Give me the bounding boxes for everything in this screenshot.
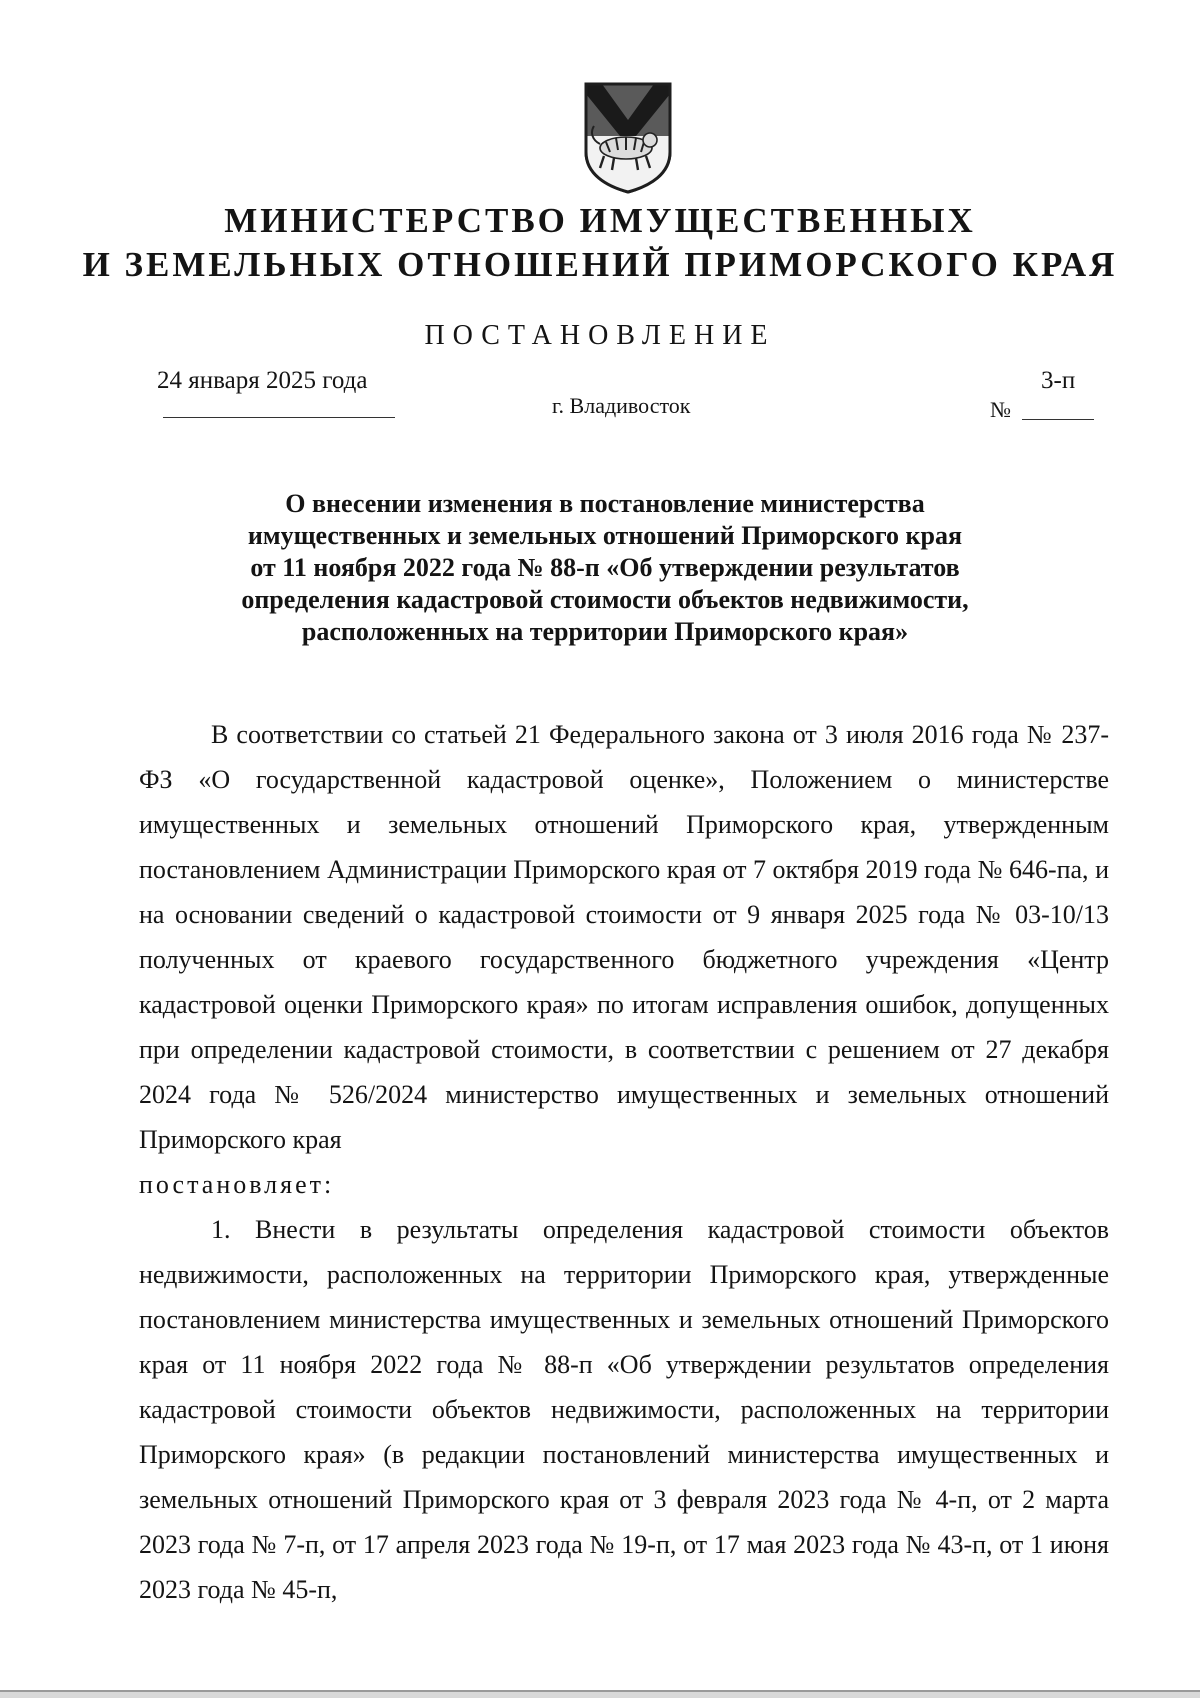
subject-line: О внесении изменения в постановление министерства [285,489,925,518]
subject-line: от 11 ноября 2022 года № 88-п «Об утверждении результатов [250,553,960,582]
item-1-paragraph: 1. Внести в результаты определения кадастровой стоимости объектов недвижимости, расположенных на территории Приморского края, утвержденные постановлением министерства имущественных и земельных отношений Приморского края от 11 ноября 2022 года № 88-п «Об утверждении результатов определения кадастровой стоимости объектов недвижимости, расположенных на территории Приморского края» (в редакции постановлений министерства имущественных и земельных отношений Приморского края от 3 февраля 2023 года № 4-п, от 2 марта 2023 года № 7-п, от 17 апреля 2023 года № 19-п, от 17 мая 2023 года № 43-п, от 1 июня 2023 года № 45-п, [139,1215,1109,1604]
ministry-name-line1: МИНИСТЕРСТВО ИМУЩЕСТВЕННЫХ [224,201,976,240]
document-city: г. Владивосток [552,393,691,418]
document-body [139,712,1109,1612]
resolves-word: постановляет: [139,1170,335,1199]
document-number: 3-п [1041,367,1076,394]
number-underline [1022,419,1094,420]
number-label: № [990,397,1011,422]
date-underline [163,417,395,418]
document-type: ПОСТАНОВЛЕНИЕ [424,320,776,351]
document-date: 24 января 2025 года [157,367,368,394]
ministry-name-line2: И ЗЕМЕЛЬНЫХ ОТНОШЕНИЙ ПРИМОРСКОГО КРАЯ [82,245,1118,284]
coat-of-arms-icon [580,80,676,196]
subject-line: имущественных и земельных отношений Приморского края [247,521,963,550]
document-subject [180,488,1030,648]
subject-line: расположенных на территории Приморского края» [301,617,909,646]
preamble-paragraph: В соответствии со статьей 21 Федерального закона от 3 июля 2016 года № 237-ФЗ «О государственной кадастровой оценке», Положением о министерстве имущественных и земельных отношений Приморского края, утвержденным постановлением Администрации Приморского края от 7 октября 2019 года № 646-па, и на основании сведений о кадастровой стоимости от 9 января 2025 года № 03-10/13 полученных от краевого государственного бюджетного учреждения «Центр кадастровой оценки Приморского края» по итогам исправления ошибок, допущенных при определении кадастровой стоимости, в соответствии с решением от 27 декабря 2024 года № 526/2024 министерство имущественных и земельных отношений Приморского края [139,720,1109,1154]
subject-line: определения кадастровой стоимости объектов недвижимости, [241,585,969,614]
